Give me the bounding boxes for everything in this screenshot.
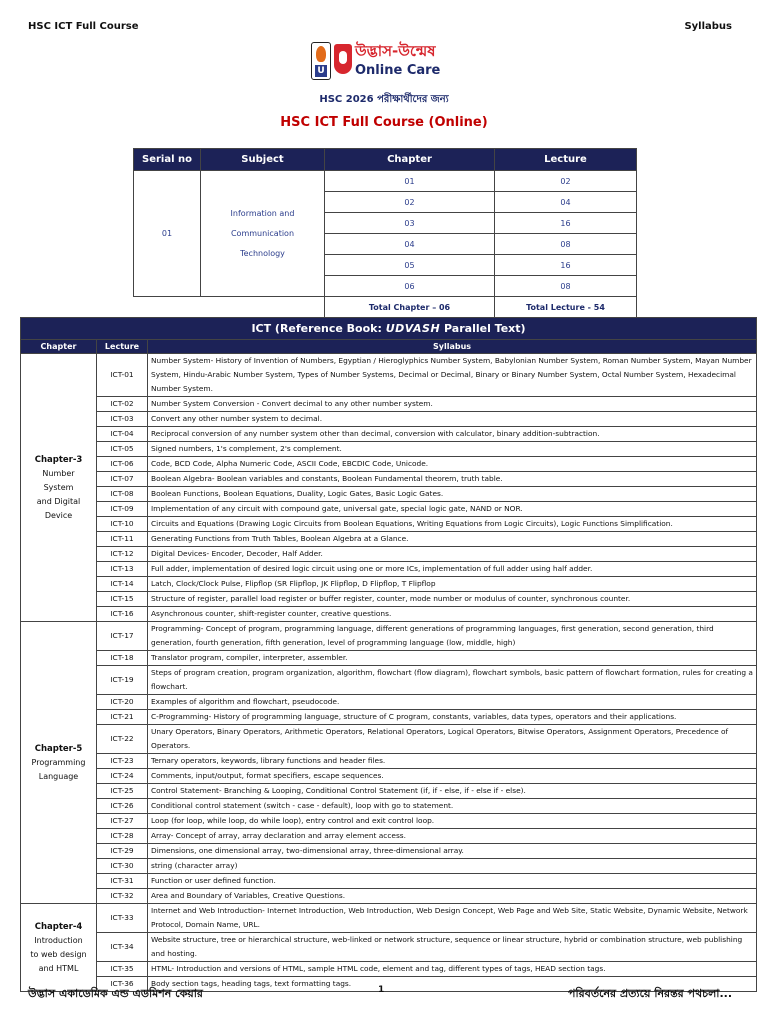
blank-cell [134,297,201,318]
udvash-brand: UDVASH [385,322,441,335]
syllabus-text: Comments, input/output, format specifiers, escape sequences. [148,769,757,784]
total-chapter: Total Chapter – 06 [325,297,495,318]
blank-cell [201,297,325,318]
syllabus-row [21,472,757,487]
syllabus-text: Full adder, implementation of desired logic circuit using one or more ICs, implementation of full adder using half adder. [148,562,757,577]
syllabus-text: Number System Conversion - Convert decimal to any other number system. [148,397,757,412]
syllabus-text: Implementation of any circuit with compound gate, universal gate, special logic gate, NAND or NOR. [148,502,757,517]
logo-title-en: Online Care [355,63,441,78]
syllabus-title-row [21,318,757,340]
chapter-cell: 05 [325,255,495,276]
syllabus-text: Dimensions, one dimensional array, two-dimensional array, three-dimensional array. [148,844,757,859]
lecture-code: ICT-04 [97,427,148,442]
lecture-code: ICT-17 [97,622,148,651]
subject-cell [201,171,325,297]
syllabus-text: C-Programming- History of programming language, structure of C program, constants, variables, data types, operators and their applications. [148,710,757,725]
lecture-code: ICT-10 [97,517,148,532]
syllabus-text: Latch, Clock/Clock Pulse, Flipflop (SR Flipflop, JK Flipflop, D Flipflop, T Flipflop [148,577,757,592]
syllabus-row [21,889,757,904]
syllabus-text: Convert any other number system to decimal. [148,412,757,427]
logo-title-bn: উদ্ভাস-উন্মেষ [355,42,436,60]
summary-table [133,148,637,318]
syllabus-row [21,844,757,859]
chapter-name: Chapter-5 [34,743,83,754]
chapter-cell: 03 [325,213,495,234]
syllabus-row [21,517,757,532]
syllabus-row [21,607,757,622]
syllabus-table-body [21,318,757,992]
syllabus-text: Body section tags, heading tags, text formatting tags. [148,977,757,992]
lecture-code: ICT-07 [97,472,148,487]
chapter-group-cell [21,622,97,904]
summary-row [134,171,637,192]
syllabus-text: Reciprocal conversion of any number system other than decimal, conversion with calculator, binary addition-subtraction. [148,427,757,442]
lecture-cell: 02 [495,171,637,192]
syllabus-row [21,725,757,754]
header-section-name: Syllabus [684,21,732,32]
lecture-code: ICT-32 [97,889,148,904]
logo-letter: U [315,65,327,77]
syllabus-text: Control Statement- Branching & Looping, Conditional Control Statement (if, if - else, if - else if - else). [148,784,757,799]
lecture-code: ICT-30 [97,859,148,874]
lecture-code: ICT-27 [97,814,148,829]
lecture-code: ICT-14 [97,577,148,592]
syllabus-row [21,859,757,874]
syllabus-text: Examples of algorithm and flowchart, pseudocode. [148,695,757,710]
lecture-code: ICT-19 [97,666,148,695]
chapter-title-line: Programming [31,757,86,767]
course-title: HSC ICT Full Course (Online) [280,115,488,130]
syllabus-title-prefix: ICT (Reference Book: [251,322,386,335]
syllabus-text: HTML- Introduction and versions of HTML, sample HTML code, element and tag, different types of tags, HEAD section tags. [148,962,757,977]
syllabus-text: Generating Functions from Truth Tables, Boolean Algebra at a Glance. [148,532,757,547]
header-lecture: Lecture [97,340,148,354]
chapter-cell: 04 [325,234,495,255]
lecture-code: ICT-11 [97,532,148,547]
syllabus-row [21,622,757,651]
syllabus-header-row [21,340,757,354]
lecture-code: ICT-29 [97,844,148,859]
chapter-title-line: System [43,482,74,492]
syllabus-row [21,354,757,397]
lecture-code: ICT-05 [97,442,148,457]
syllabus-row [21,904,757,933]
syllabus-text: Programming- Concept of program, programming language, different generations of programming languages, first generation, second generation, third generation, fourth generation, fifth generation, level of programming language (low, middle, high) [148,622,757,651]
syllabus-text: Unary Operators, Binary Operators, Arithmetic Operators, Relational Operators, Logical Operators, Bitwise Operators, Assignment Operators, Precedence of Operators. [148,725,757,754]
syllabus-row [21,829,757,844]
lecture-code: ICT-09 [97,502,148,517]
summary-total-row [134,297,637,318]
lecture-code: ICT-16 [97,607,148,622]
syllabus-text: Boolean Functions, Boolean Equations, Duality, Logic Gates, Basic Logic Gates. [148,487,757,502]
syllabus-row [21,814,757,829]
syllabus-text: Loop (for loop, while loop, do while loop), entry control and exit control loop. [148,814,757,829]
lecture-code: ICT-20 [97,695,148,710]
chapter-name: Chapter-4 [34,921,83,932]
torch-icon [311,42,331,80]
lecture-code: ICT-25 [97,784,148,799]
lecture-code: ICT-21 [97,710,148,725]
syllabus-text: Structure of register, parallel load register or buffer register, counter, mode number or modulus of counter, synchronous counter. [148,592,757,607]
syllabus-row [21,532,757,547]
flame-icon [316,46,326,62]
chapter-title-line: Language [38,771,79,781]
syllabus-row [21,577,757,592]
lecture-code: ICT-15 [97,592,148,607]
footer-tagline: পরিবর্তনের প্রত্যয়ে নিরন্তর পথচলা... [568,987,732,1000]
syllabus-row [21,710,757,725]
total-lecture: Total Lecture - 54 [495,297,637,318]
header-chapter: Chapter [21,340,97,354]
chapter-group-cell [21,904,97,992]
syllabus-row [21,754,757,769]
lecture-code: ICT-01 [97,354,148,397]
chapter-cell: 06 [325,276,495,297]
header-lecture: Lecture [495,149,637,171]
syllabus-text: Ternary operators, keywords, library functions and header files. [148,754,757,769]
chapter-title-line: Number [42,468,75,478]
chapter-cell: 01 [325,171,495,192]
syllabus-text: Asynchronous counter, shift-register counter, creative questions. [148,607,757,622]
summary-header-row [134,149,637,171]
syllabus-text: Area and Boundary of Variables, Creative Questions. [148,889,757,904]
brand-logo [311,40,461,84]
syllabus-row [21,592,757,607]
syllabus-row [21,933,757,962]
syllabus-text: string (character array) [148,859,757,874]
subject-line: Information and [230,208,295,218]
footer-brand: উদ্ভাস একাডেমিক এন্ড এডমিশন কেয়ার [28,987,203,1000]
syllabus-table [20,317,757,992]
syllabus-text: Internet and Web Introduction- Internet Introduction, Web Introduction, Web Design Concept, Web Page and Web Site, Static Website, Dynamic Website, Network Protocol, Domain Name, URL. [148,904,757,933]
chapter-name: Chapter-3 [34,454,83,465]
header-subject: Subject [201,149,325,171]
subject-line: Communication [230,228,295,238]
syllabus-text: Array- Concept of array, array declaration and array element access. [148,829,757,844]
lecture-code: ICT-35 [97,962,148,977]
syllabus-row [21,799,757,814]
syllabus-row [21,457,757,472]
lecture-cell: 16 [495,213,637,234]
lecture-code: ICT-33 [97,904,148,933]
syllabus-text: Number System- History of Invention of Numbers, Egyptian / Hieroglyphics Number System, Babylonian Number System, Roman Number System, Mayan Number System, Hindu-Arabic Number System, Types of Number Systems, Decimal or Decimal, Binary or Binary Number System, Octal Number System, Hexadecimal Number System. [148,354,757,397]
lecture-code: ICT-31 [97,874,148,889]
syllabus-text: Translator program, compiler, interpreter, assembler. [148,651,757,666]
chapter-cell: 02 [325,192,495,213]
lecture-code: ICT-28 [97,829,148,844]
syllabus-text: Steps of program creation, program organization, algorithm, flowchart (flow diagram), flowchart symbols, basic pattern of flowchart formation, rules for creating a flowchart. [148,666,757,695]
syllabus-row [21,442,757,457]
syllabus-text: Circuits and Equations (Drawing Logic Circuits from Boolean Equations, Writing Equations from Logic Circuits), Logic Functions Simplification. [148,517,757,532]
header-serial: Serial no [134,149,201,171]
syllabus-row [21,562,757,577]
syllabus-text: Function or user defined function. [148,874,757,889]
lecture-cell: 08 [495,276,637,297]
chapter-title-line: and HTML [38,963,79,973]
syllabus-row [21,769,757,784]
lecture-code: ICT-06 [97,457,148,472]
syllabus-text: Boolean Algebra- Boolean variables and constants, Boolean Fundamental theorem, truth table. [148,472,757,487]
chapter-title-line: to web design [30,949,87,959]
syllabus-row [21,651,757,666]
syllabus-text: Website structure, tree or hierarchical structure, web-linked or network structure, sequence or linear structure, hybrid or combination structure, web publishing and hosting. [148,933,757,962]
lecture-code: ICT-23 [97,754,148,769]
lecture-code: ICT-18 [97,651,148,666]
lecture-code: ICT-02 [97,397,148,412]
syllabus-row [21,666,757,695]
page-header [28,21,732,35]
lecture-code: ICT-13 [97,562,148,577]
lecture-cell: 04 [495,192,637,213]
chapter-title-line: Device [44,510,73,520]
lecture-code: ICT-34 [97,933,148,962]
summary-table-body [134,149,637,318]
syllabus-row [21,962,757,977]
lecture-cell: 16 [495,255,637,276]
lecture-code: ICT-08 [97,487,148,502]
syllabus-text: Signed numbers, 1's complement, 2's complement. [148,442,757,457]
page-number: 1 [378,985,385,995]
chapter-title-line: and Digital [36,496,81,506]
lecture-code: ICT-26 [97,799,148,814]
syllabus-title [21,318,757,340]
chapter-title-line: Introduction [34,935,83,945]
page-footer [28,985,732,1005]
lecture-code: ICT-24 [97,769,148,784]
header-syllabus: Syllabus [148,340,757,354]
syllabus-row [21,784,757,799]
syllabus-row [21,412,757,427]
syllabus-text: Conditional control statement (switch - case - default), loop with go to statement. [148,799,757,814]
syllabus-row [21,695,757,710]
header-chapter: Chapter [325,149,495,171]
lecture-cell: 08 [495,234,637,255]
syllabus-row [21,397,757,412]
syllabus-row [21,547,757,562]
syllabus-row [21,874,757,889]
syllabus-row [21,502,757,517]
shield-icon [334,44,352,74]
lecture-code: ICT-12 [97,547,148,562]
lecture-code: ICT-22 [97,725,148,754]
syllabus-row [21,487,757,502]
syllabus-row [21,427,757,442]
serial-cell: 01 [134,171,201,297]
syllabus-title-suffix: Parallel Text) [440,322,526,335]
chapter-group-cell [21,354,97,622]
syllabus-text: Code, BCD Code, Alpha Numeric Code, ASCII Code, EBCDIC Code, Unicode. [148,457,757,472]
header-course-name: HSC ICT Full Course [28,21,139,32]
syllabus-text: Digital Devices- Encoder, Decoder, Half Adder. [148,547,757,562]
subject-line: Technology [240,248,285,258]
lecture-code: ICT-03 [97,412,148,427]
lecture-code: ICT-36 [97,977,148,992]
exam-subtitle: HSC 2026 পরীক্ষার্থীদের জন্য [319,94,449,105]
